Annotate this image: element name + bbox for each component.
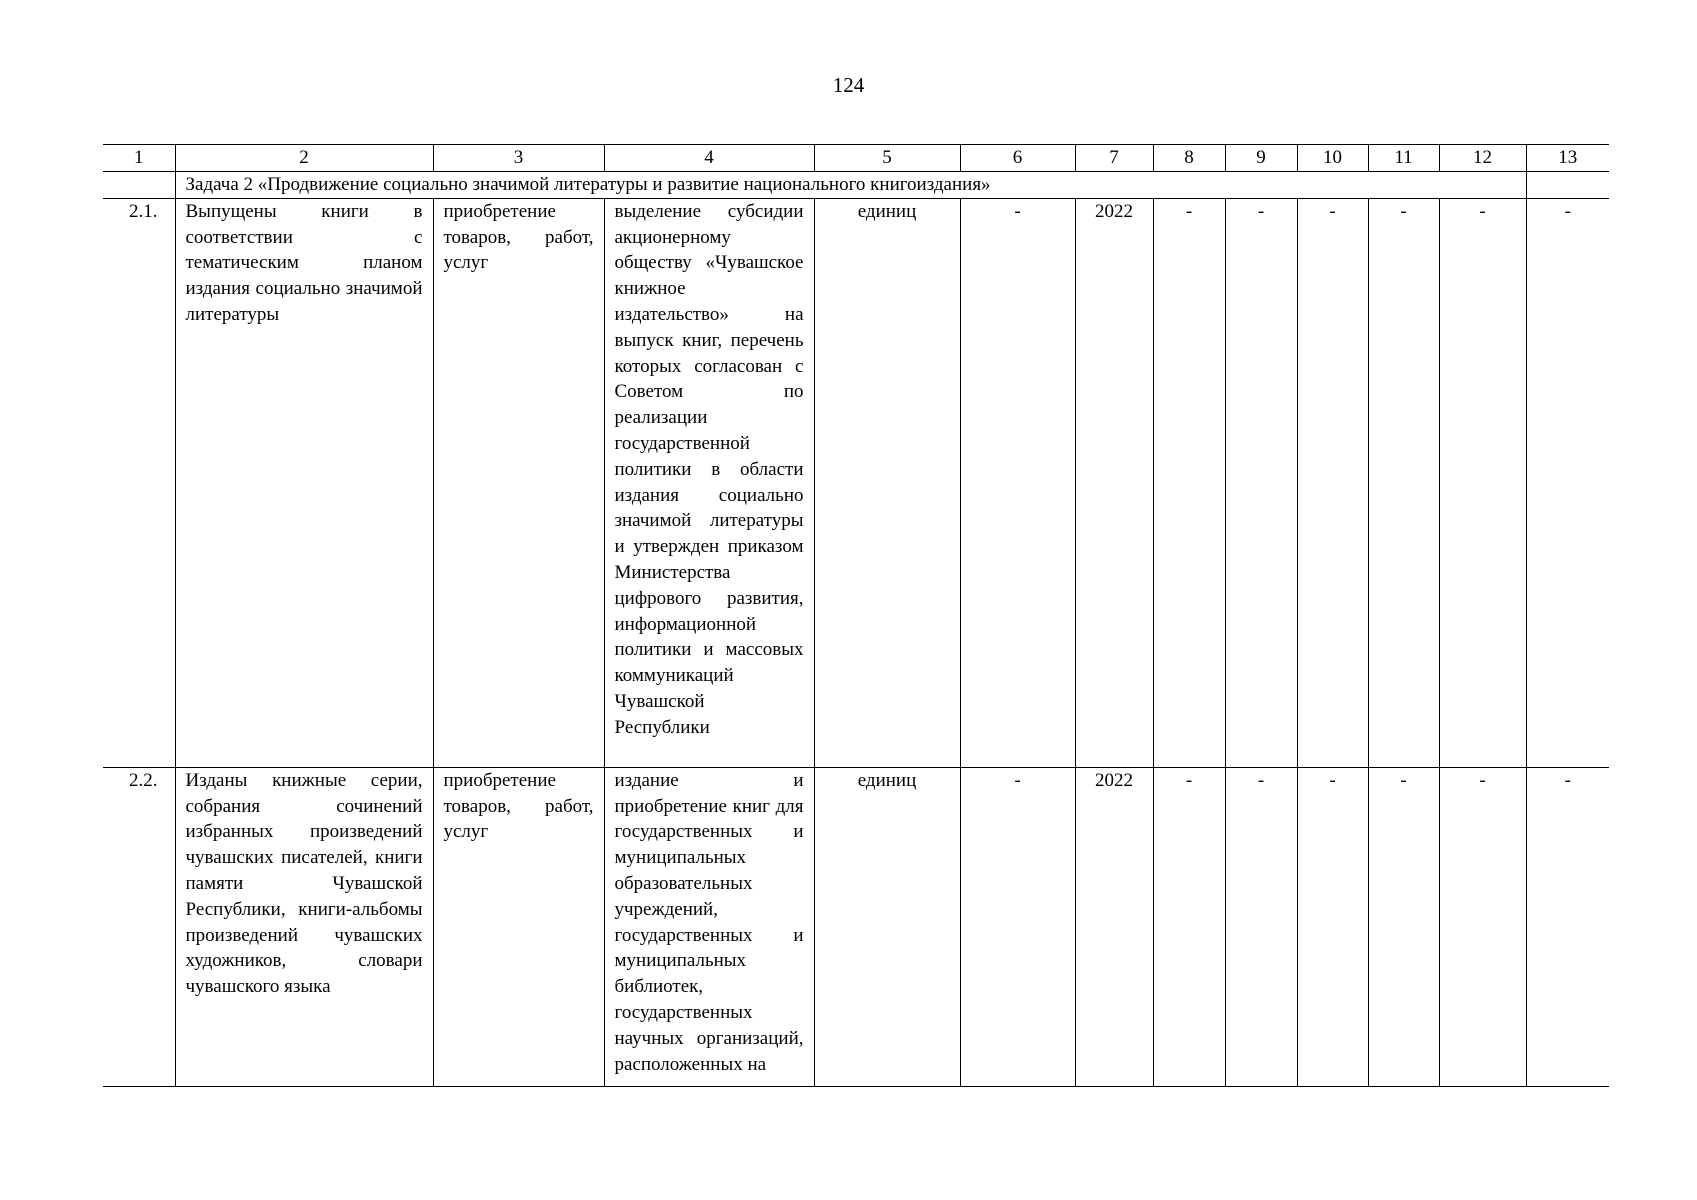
value-cell: - [960, 198, 1075, 767]
header-cell: 5 [814, 145, 960, 172]
header-cell: 12 [1439, 145, 1526, 172]
value-cell: - [1297, 198, 1368, 767]
header-cell: 13 [1526, 145, 1609, 172]
header-cell: 1 [103, 145, 175, 172]
value-cell: - [1526, 198, 1609, 767]
task-row [103, 171, 1609, 198]
unit-cell: единиц [814, 198, 960, 767]
value-cell: - [1225, 198, 1297, 767]
value-cell: - [1368, 198, 1439, 767]
measures-table [103, 144, 1609, 1087]
header-cell: 6 [960, 145, 1075, 172]
header-cell: 7 [1075, 145, 1153, 172]
type-cell: приобретение товаров, работ, услуг [433, 198, 604, 767]
task-empty-cell [1526, 171, 1609, 198]
row-number: 2.1. [103, 198, 175, 767]
unit-cell: единиц [814, 767, 960, 1086]
value-cell: - [1526, 767, 1609, 1086]
year-cell: 2022 [1075, 767, 1153, 1086]
table-row [103, 198, 1609, 767]
description-cell: издание и приобретение книг для государственных и муниципальных образовательных учреждений, государственных и муниципальных библиотек, государственных научных организаций, расположенных на [604, 767, 814, 1086]
header-cell: 3 [433, 145, 604, 172]
header-cell: 8 [1153, 145, 1225, 172]
value-cell: - [1153, 767, 1225, 1086]
value-cell: - [1439, 198, 1526, 767]
page-number: 124 [832, 73, 865, 97]
year-cell: 2022 [1075, 198, 1153, 767]
table-row [103, 767, 1609, 1086]
header-cell: 10 [1297, 145, 1368, 172]
header-cell: 4 [604, 145, 814, 172]
header-row [103, 145, 1609, 172]
value-cell: - [1368, 767, 1439, 1086]
task-num-cell [103, 171, 175, 198]
value-cell: - [1153, 198, 1225, 767]
value-cell: - [1225, 767, 1297, 1086]
result-cell: Изданы книжные серии, собрания сочинений избранных произведений чувашских писателей, книги памяти Чувашской Республики, книги-альбомы произведений чувашских художников, словари чувашского языка [175, 767, 433, 1086]
task-title: Задача 2 «Продвижение социально значимой литературы и развитие национального книгоиздания» [175, 171, 1526, 198]
description-cell: выделение субсидии акционерному обществу «Чувашское книжное издательство» на выпуск книг, перечень которых согласован с Советом по реализации государственной политики в области издания социально значимой литературы и утвержден приказом Министерства цифрового развития, информационной политики и массовых коммуникаций Чувашской Республики [604, 198, 814, 767]
value-cell: - [960, 767, 1075, 1086]
header-cell: 9 [1225, 145, 1297, 172]
type-cell: приобретение товаров, работ, услуг [433, 767, 604, 1086]
header-cell: 11 [1368, 145, 1439, 172]
row-number: 2.2. [103, 767, 175, 1086]
value-cell: - [1297, 767, 1368, 1086]
result-cell: Выпущены книги в соответствии с тематическим планом издания социально значимой литературы [175, 198, 433, 767]
value-cell: - [1439, 767, 1526, 1086]
header-cell: 2 [175, 145, 433, 172]
